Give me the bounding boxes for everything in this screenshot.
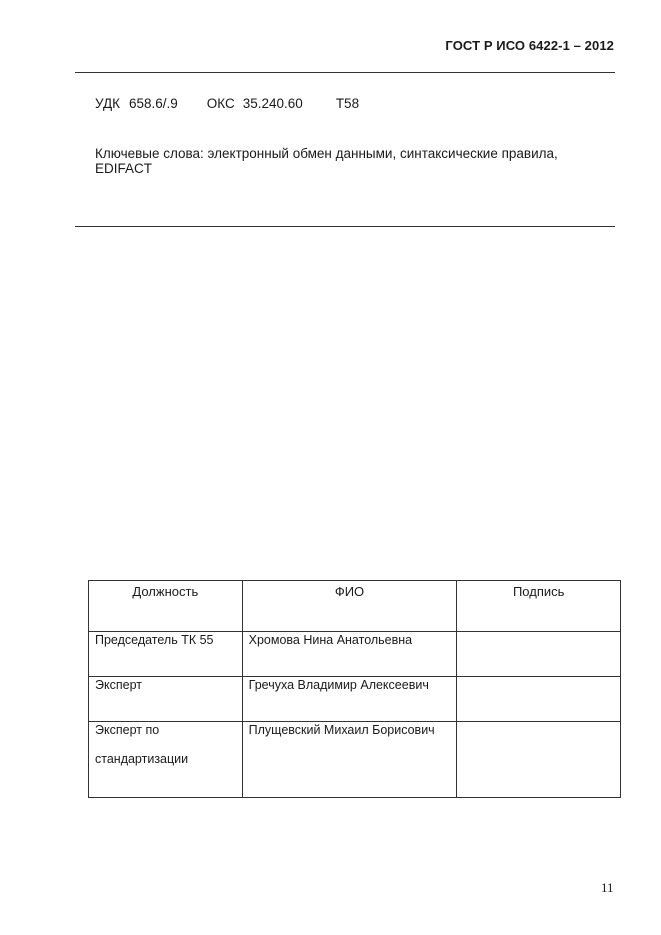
table-row	[89, 722, 621, 798]
keywords-line-1: Ключевые слова: электронный обмен данными, синтаксические правила,	[95, 146, 558, 161]
cell-signature	[457, 677, 621, 722]
category-code: Т58	[335, 96, 360, 111]
header-signature: Подпись	[457, 581, 621, 632]
cell-signature	[457, 722, 621, 798]
page-number: 11	[601, 880, 614, 895]
udk-label: УДК	[95, 96, 120, 111]
classification-codes	[95, 96, 359, 111]
cell-position: Эксперт	[89, 677, 243, 722]
document-title: ГОСТ Р ИСО 6422-1 – 2012	[445, 38, 614, 53]
keywords-line-2: EDIFACT	[95, 161, 153, 176]
cell-position: Председатель ТК 55	[89, 632, 243, 677]
header-position: Должность	[89, 581, 243, 632]
table-header-row	[89, 581, 621, 632]
top-divider	[75, 72, 615, 73]
table-row	[89, 632, 621, 677]
oks-value: 35.240.60	[242, 96, 303, 111]
bottom-divider	[75, 226, 615, 227]
cell-name: Хромова Нина Анатольевна	[242, 632, 457, 677]
oks-label: ОКС	[206, 96, 235, 111]
table-row	[89, 677, 621, 722]
cell-name: Плущевский Михаил Борисович	[242, 722, 457, 798]
cell-position: Эксперт по стандартизации	[89, 722, 243, 798]
keywords	[95, 146, 605, 176]
header-name: ФИО	[242, 581, 457, 632]
signature-table	[88, 580, 621, 798]
cell-signature	[457, 632, 621, 677]
udk-value: 658.6/.9	[128, 96, 178, 111]
cell-name: Гречуха Владимир Алексеевич	[242, 677, 457, 722]
